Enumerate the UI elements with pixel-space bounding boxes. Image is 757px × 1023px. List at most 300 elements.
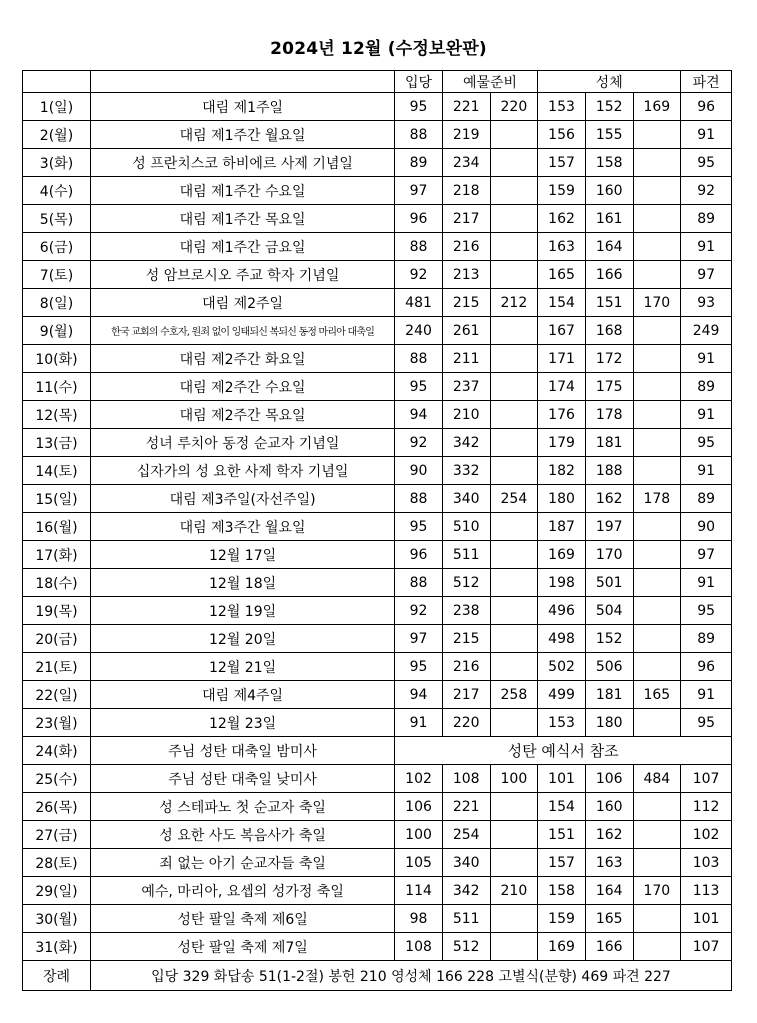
offertory-prep-2-cell <box>490 401 538 429</box>
table-row <box>23 905 732 933</box>
offertory-prep-2-cell <box>490 429 538 457</box>
celebration-name-cell: 예수, 마리아, 요셉의 성가정 축일 <box>90 877 394 905</box>
communion-1-cell: 154 <box>538 289 586 317</box>
table-row <box>23 653 732 681</box>
day-cell: 11(수) <box>23 373 91 401</box>
offertory-prep-1-cell: 261 <box>442 317 490 345</box>
offertory-prep-1-cell: 213 <box>442 261 490 289</box>
recessional-cell: 95 <box>681 149 732 177</box>
celebration-name-cell: 대림 제2주간 화요일 <box>90 345 394 373</box>
header-row <box>23 71 732 93</box>
celebration-name-cell: 12월 17일 <box>90 541 394 569</box>
communion-2-cell: 162 <box>585 821 633 849</box>
celebration-name-cell: 대림 제1주간 수요일 <box>90 177 394 205</box>
celebration-name-cell: 주님 성탄 대축일 밤미사 <box>90 737 394 765</box>
table-row <box>23 933 732 961</box>
table-row <box>23 457 732 485</box>
communion-3-cell <box>633 149 681 177</box>
table-row <box>23 681 732 709</box>
header-offertory-prep: 예물준비 <box>442 71 537 93</box>
offertory-prep-2-cell <box>490 513 538 541</box>
recessional-cell: 107 <box>681 933 732 961</box>
offertory-prep-2-cell: 210 <box>490 877 538 905</box>
celebration-name-cell: 12월 19일 <box>90 597 394 625</box>
offertory-prep-2-cell <box>490 121 538 149</box>
communion-2-cell: 166 <box>585 261 633 289</box>
offertory-prep-1-cell: 219 <box>442 121 490 149</box>
day-cell: 21(토) <box>23 653 91 681</box>
offertory-prep-1-cell: 342 <box>442 429 490 457</box>
communion-1-cell: 151 <box>538 821 586 849</box>
table-row <box>23 177 732 205</box>
entrance-cell: 88 <box>395 569 443 597</box>
day-cell: 5(목) <box>23 205 91 233</box>
communion-2-cell: 197 <box>585 513 633 541</box>
communion-1-cell: 157 <box>538 849 586 877</box>
celebration-name-cell: 성녀 루치아 동정 순교자 기념일 <box>90 429 394 457</box>
recessional-cell: 89 <box>681 485 732 513</box>
celebration-name-cell: 죄 없는 아기 순교자들 축일 <box>90 849 394 877</box>
day-cell: 14(토) <box>23 457 91 485</box>
day-cell: 10(화) <box>23 345 91 373</box>
communion-2-cell: 152 <box>585 625 633 653</box>
entrance-cell: 90 <box>395 457 443 485</box>
header-name <box>90 71 394 93</box>
day-cell: 25(수) <box>23 765 91 793</box>
offertory-prep-2-cell <box>490 625 538 653</box>
communion-1-cell: 159 <box>538 905 586 933</box>
recessional-cell: 112 <box>681 793 732 821</box>
day-cell: 20(금) <box>23 625 91 653</box>
communion-1-cell: 187 <box>538 513 586 541</box>
celebration-name-cell: 12월 20일 <box>90 625 394 653</box>
communion-1-cell: 498 <box>538 625 586 653</box>
day-cell: 22(일) <box>23 681 91 709</box>
recessional-cell: 89 <box>681 625 732 653</box>
entrance-cell: 92 <box>395 429 443 457</box>
offertory-prep-2-cell <box>490 317 538 345</box>
entrance-cell: 481 <box>395 289 443 317</box>
entrance-cell: 91 <box>395 709 443 737</box>
header-day <box>23 71 91 93</box>
table-row <box>23 149 732 177</box>
header-recessional: 파견 <box>681 71 732 93</box>
day-cell: 3(화) <box>23 149 91 177</box>
communion-3-cell <box>633 849 681 877</box>
entrance-cell: 94 <box>395 681 443 709</box>
celebration-name-cell: 성 프란치스코 하비에르 사제 기념일 <box>90 149 394 177</box>
day-cell: 29(일) <box>23 877 91 905</box>
recessional-cell: 92 <box>681 177 732 205</box>
offertory-prep-1-cell: 512 <box>442 933 490 961</box>
entrance-cell: 97 <box>395 177 443 205</box>
offertory-prep-1-cell: 215 <box>442 625 490 653</box>
day-cell: 12(목) <box>23 401 91 429</box>
offertory-prep-1-cell: 511 <box>442 541 490 569</box>
offertory-prep-2-cell: 258 <box>490 681 538 709</box>
entrance-cell: 108 <box>395 933 443 961</box>
communion-2-cell: 163 <box>585 849 633 877</box>
offertory-prep-1-cell: 510 <box>442 513 490 541</box>
offertory-prep-1-cell: 238 <box>442 597 490 625</box>
offertory-prep-2-cell <box>490 373 538 401</box>
day-cell: 28(토) <box>23 849 91 877</box>
day-cell: 31(화) <box>23 933 91 961</box>
communion-3-cell <box>633 793 681 821</box>
communion-3-cell <box>633 401 681 429</box>
communion-1-cell: 156 <box>538 121 586 149</box>
day-cell: 9(월) <box>23 317 91 345</box>
celebration-name-cell: 12월 21일 <box>90 653 394 681</box>
communion-3-cell <box>633 233 681 261</box>
table-row <box>23 625 732 653</box>
communion-2-cell: 161 <box>585 205 633 233</box>
table-row <box>23 793 732 821</box>
communion-1-cell: 163 <box>538 233 586 261</box>
communion-3-cell <box>633 121 681 149</box>
table-row <box>23 233 732 261</box>
communion-2-cell: 166 <box>585 933 633 961</box>
offertory-prep-2-cell: 100 <box>490 765 538 793</box>
offertory-prep-1-cell: 254 <box>442 821 490 849</box>
table-row <box>23 821 732 849</box>
communion-3-cell: 178 <box>633 485 681 513</box>
recessional-cell: 91 <box>681 233 732 261</box>
recessional-cell: 97 <box>681 261 732 289</box>
communion-1-cell: 158 <box>538 877 586 905</box>
header-communion: 성체 <box>538 71 681 93</box>
day-cell: 27(금) <box>23 821 91 849</box>
day-cell: 24(화) <box>23 737 91 765</box>
offertory-prep-1-cell: 218 <box>442 177 490 205</box>
entrance-cell: 97 <box>395 625 443 653</box>
offertory-prep-1-cell: 342 <box>442 877 490 905</box>
offertory-prep-1-cell: 211 <box>442 345 490 373</box>
communion-1-cell: 180 <box>538 485 586 513</box>
funeral-hymns: 입당 329 화답송 51(1-2절) 봉헌 210 영성체 166 228 고별식(분향) 469 파견 227 <box>90 961 731 991</box>
communion-3-cell <box>633 373 681 401</box>
communion-2-cell: 180 <box>585 709 633 737</box>
recessional-cell: 93 <box>681 289 732 317</box>
communion-2-cell: 175 <box>585 373 633 401</box>
communion-3-cell <box>633 709 681 737</box>
communion-1-cell: 499 <box>538 681 586 709</box>
communion-3-cell: 170 <box>633 289 681 317</box>
day-cell: 15(일) <box>23 485 91 513</box>
communion-1-cell: 169 <box>538 933 586 961</box>
communion-3-cell <box>633 905 681 933</box>
offertory-prep-1-cell: 217 <box>442 205 490 233</box>
table-row <box>23 345 732 373</box>
entrance-cell: 95 <box>395 513 443 541</box>
offertory-prep-2-cell <box>490 345 538 373</box>
communion-1-cell: 167 <box>538 317 586 345</box>
offertory-prep-2-cell <box>490 261 538 289</box>
entrance-cell: 94 <box>395 401 443 429</box>
recessional-cell: 102 <box>681 821 732 849</box>
communion-2-cell: 151 <box>585 289 633 317</box>
celebration-name-cell: 성 요한 사도 복음사가 축일 <box>90 821 394 849</box>
communion-1-cell: 182 <box>538 457 586 485</box>
celebration-name-cell: 성 스테파노 첫 순교자 축일 <box>90 793 394 821</box>
offertory-prep-2-cell <box>490 905 538 933</box>
communion-1-cell: 176 <box>538 401 586 429</box>
communion-3-cell: 165 <box>633 681 681 709</box>
communion-1-cell: 496 <box>538 597 586 625</box>
offertory-prep-1-cell: 340 <box>442 485 490 513</box>
offertory-prep-1-cell: 332 <box>442 457 490 485</box>
recessional-cell: 90 <box>681 513 732 541</box>
offertory-prep-1-cell: 108 <box>442 765 490 793</box>
recessional-cell: 89 <box>681 205 732 233</box>
celebration-name-cell: 대림 제2주간 목요일 <box>90 401 394 429</box>
communion-3-cell: 169 <box>633 93 681 121</box>
communion-2-cell: 160 <box>585 177 633 205</box>
entrance-cell: 102 <box>395 765 443 793</box>
entrance-cell: 98 <box>395 905 443 933</box>
celebration-name-cell: 십자가의 성 요한 사제 학자 기념일 <box>90 457 394 485</box>
offertory-prep-1-cell: 512 <box>442 569 490 597</box>
recessional-cell: 91 <box>681 345 732 373</box>
communion-3-cell: 170 <box>633 877 681 905</box>
communion-3-cell <box>633 821 681 849</box>
communion-2-cell: 506 <box>585 653 633 681</box>
entrance-cell: 89 <box>395 149 443 177</box>
communion-3-cell <box>633 317 681 345</box>
recessional-cell: 113 <box>681 877 732 905</box>
communion-2-cell: 178 <box>585 401 633 429</box>
merged-note-cell: 성탄 예식서 참조 <box>395 737 732 765</box>
communion-1-cell: 101 <box>538 765 586 793</box>
communion-3-cell <box>633 625 681 653</box>
day-cell: 30(월) <box>23 905 91 933</box>
table-row <box>23 317 732 345</box>
communion-3-cell <box>633 261 681 289</box>
communion-3-cell <box>633 429 681 457</box>
entrance-cell: 240 <box>395 317 443 345</box>
recessional-cell: 96 <box>681 93 732 121</box>
recessional-cell: 91 <box>681 569 732 597</box>
entrance-cell: 105 <box>395 849 443 877</box>
table-row <box>23 121 732 149</box>
entrance-cell: 100 <box>395 821 443 849</box>
recessional-cell: 91 <box>681 401 732 429</box>
table-row <box>23 597 732 625</box>
communion-2-cell: 160 <box>585 793 633 821</box>
funeral-row <box>23 961 732 991</box>
communion-3-cell <box>633 457 681 485</box>
offertory-prep-2-cell <box>490 933 538 961</box>
table-row <box>23 765 732 793</box>
celebration-name-cell: 대림 제3주일(자선주일) <box>90 485 394 513</box>
communion-1-cell: 502 <box>538 653 586 681</box>
table-row <box>23 877 732 905</box>
recessional-cell: 89 <box>681 373 732 401</box>
table-row <box>23 541 732 569</box>
celebration-name-cell: 대림 제2주일 <box>90 289 394 317</box>
communion-1-cell: 171 <box>538 345 586 373</box>
celebration-name-cell: 성탄 팔일 축제 제7일 <box>90 933 394 961</box>
celebration-name-cell: 대림 제4주일 <box>90 681 394 709</box>
communion-2-cell: 164 <box>585 877 633 905</box>
table-row <box>23 569 732 597</box>
entrance-cell: 92 <box>395 261 443 289</box>
communion-3-cell <box>633 569 681 597</box>
offertory-prep-2-cell <box>490 849 538 877</box>
offertory-prep-2-cell: 212 <box>490 289 538 317</box>
recessional-cell: 95 <box>681 709 732 737</box>
day-cell: 18(수) <box>23 569 91 597</box>
entrance-cell: 106 <box>395 793 443 821</box>
communion-3-cell: 484 <box>633 765 681 793</box>
celebration-name-cell: 대림 제1주간 목요일 <box>90 205 394 233</box>
offertory-prep-1-cell: 217 <box>442 681 490 709</box>
offertory-prep-2-cell <box>490 793 538 821</box>
header-entrance: 입당 <box>395 71 443 93</box>
celebration-name-cell: 성탄 팔일 축제 제6일 <box>90 905 394 933</box>
communion-2-cell: 181 <box>585 681 633 709</box>
day-cell: 26(목) <box>23 793 91 821</box>
communion-1-cell: 198 <box>538 569 586 597</box>
celebration-name-cell: 대림 제1주일 <box>90 93 394 121</box>
entrance-cell: 88 <box>395 233 443 261</box>
table-row <box>23 401 732 429</box>
recessional-cell: 103 <box>681 849 732 877</box>
table-row <box>23 289 732 317</box>
offertory-prep-1-cell: 216 <box>442 233 490 261</box>
offertory-prep-1-cell: 220 <box>442 709 490 737</box>
table-row <box>23 373 732 401</box>
day-cell: 6(금) <box>23 233 91 261</box>
offertory-prep-1-cell: 234 <box>442 149 490 177</box>
communion-2-cell: 164 <box>585 233 633 261</box>
communion-3-cell <box>633 541 681 569</box>
offertory-prep-2-cell <box>490 205 538 233</box>
day-cell: 1(일) <box>23 93 91 121</box>
day-cell: 13(금) <box>23 429 91 457</box>
offertory-prep-1-cell: 221 <box>442 93 490 121</box>
table-row <box>23 849 732 877</box>
communion-2-cell: 504 <box>585 597 633 625</box>
entrance-cell: 88 <box>395 485 443 513</box>
hymn-schedule-table <box>22 70 732 991</box>
recessional-cell: 101 <box>681 905 732 933</box>
entrance-cell: 95 <box>395 373 443 401</box>
celebration-name-cell: 대림 제1주간 월요일 <box>90 121 394 149</box>
page-title: 2024년 12월 (수정보완판) <box>270 39 487 59</box>
day-cell: 23(월) <box>23 709 91 737</box>
recessional-cell: 95 <box>681 597 732 625</box>
day-cell: 7(토) <box>23 261 91 289</box>
table-row <box>23 485 732 513</box>
table-row <box>23 205 732 233</box>
communion-3-cell <box>633 177 681 205</box>
communion-3-cell <box>633 513 681 541</box>
communion-3-cell <box>633 933 681 961</box>
offertory-prep-1-cell: 511 <box>442 905 490 933</box>
day-cell: 17(화) <box>23 541 91 569</box>
recessional-cell: 91 <box>681 681 732 709</box>
recessional-cell: 249 <box>681 317 732 345</box>
table-row <box>23 737 732 765</box>
offertory-prep-2-cell <box>490 233 538 261</box>
celebration-name-cell: 성 암브로시오 주교 학자 기념일 <box>90 261 394 289</box>
entrance-cell: 114 <box>395 877 443 905</box>
day-cell: 4(수) <box>23 177 91 205</box>
communion-1-cell: 153 <box>538 93 586 121</box>
communion-2-cell: 188 <box>585 457 633 485</box>
communion-2-cell: 181 <box>585 429 633 457</box>
communion-1-cell: 179 <box>538 429 586 457</box>
day-cell: 8(일) <box>23 289 91 317</box>
communion-3-cell <box>633 205 681 233</box>
communion-1-cell: 162 <box>538 205 586 233</box>
communion-2-cell: 165 <box>585 905 633 933</box>
offertory-prep-2-cell <box>490 821 538 849</box>
communion-2-cell: 501 <box>585 569 633 597</box>
celebration-name-cell: 대림 제1주간 금요일 <box>90 233 394 261</box>
communion-3-cell <box>633 653 681 681</box>
offertory-prep-1-cell: 221 <box>442 793 490 821</box>
funeral-label: 장례 <box>23 961 91 991</box>
celebration-name-cell: 12월 18일 <box>90 569 394 597</box>
table-row <box>23 261 732 289</box>
communion-1-cell: 159 <box>538 177 586 205</box>
offertory-prep-1-cell: 210 <box>442 401 490 429</box>
entrance-cell: 92 <box>395 597 443 625</box>
recessional-cell: 91 <box>681 457 732 485</box>
communion-1-cell: 153 <box>538 709 586 737</box>
communion-2-cell: 106 <box>585 765 633 793</box>
recessional-cell: 91 <box>681 121 732 149</box>
offertory-prep-2-cell <box>490 149 538 177</box>
recessional-cell: 107 <box>681 765 732 793</box>
offertory-prep-2-cell <box>490 709 538 737</box>
communion-3-cell <box>633 345 681 373</box>
celebration-name-cell: 주님 성탄 대축일 낮미사 <box>90 765 394 793</box>
offertory-prep-1-cell: 215 <box>442 289 490 317</box>
offertory-prep-2-cell <box>490 569 538 597</box>
communion-1-cell: 174 <box>538 373 586 401</box>
communion-2-cell: 162 <box>585 485 633 513</box>
day-cell: 19(목) <box>23 597 91 625</box>
entrance-cell: 95 <box>395 93 443 121</box>
table-row <box>23 93 732 121</box>
recessional-cell: 95 <box>681 429 732 457</box>
entrance-cell: 88 <box>395 121 443 149</box>
offertory-prep-2-cell: 254 <box>490 485 538 513</box>
communion-1-cell: 154 <box>538 793 586 821</box>
table-row <box>23 429 732 457</box>
offertory-prep-2-cell: 220 <box>490 93 538 121</box>
celebration-name-cell: 대림 제3주간 월요일 <box>90 513 394 541</box>
entrance-cell: 96 <box>395 541 443 569</box>
celebration-name-cell: 대림 제2주간 수요일 <box>90 373 394 401</box>
recessional-cell: 97 <box>681 541 732 569</box>
communion-1-cell: 169 <box>538 541 586 569</box>
table-row <box>23 513 732 541</box>
recessional-cell: 96 <box>681 653 732 681</box>
entrance-cell: 96 <box>395 205 443 233</box>
communion-2-cell: 152 <box>585 93 633 121</box>
communion-2-cell: 170 <box>585 541 633 569</box>
communion-2-cell: 155 <box>585 121 633 149</box>
entrance-cell: 95 <box>395 653 443 681</box>
celebration-name-cell: 한국 교회의 수호자, 원죄 없이 잉태되신 복되신 동정 마리아 대축일 <box>90 317 394 345</box>
entrance-cell: 88 <box>395 345 443 373</box>
communion-2-cell: 168 <box>585 317 633 345</box>
communion-1-cell: 157 <box>538 149 586 177</box>
